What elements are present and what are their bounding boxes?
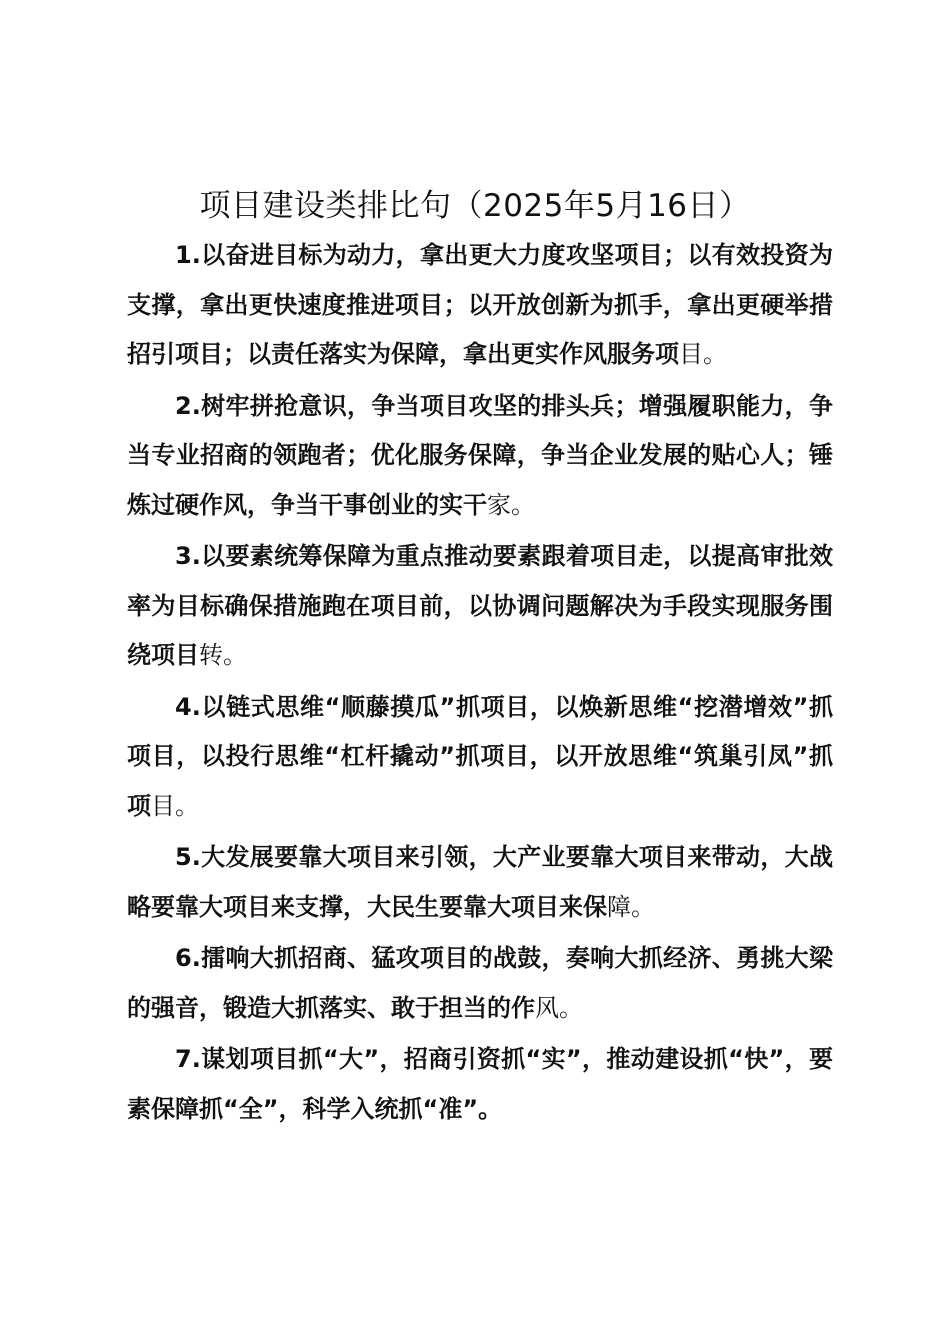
paragraph-text: 大发展要靠大项目来引领，大产业要靠大项目来带动，大战略要靠大项目来支撑，大民生要靠大项目来保 (127, 843, 833, 921)
paragraph-number: 7. (175, 1045, 201, 1073)
paragraph-number: 5. (175, 843, 201, 871)
paragraph-text: 擂响大抓招商、猛攻项目的战鼓，奏响大抓经济、勇挑大梁的强音，锻造大抓落实、敢于担当的作 (127, 944, 833, 1022)
paragraph-tail: 目。 (151, 791, 199, 820)
document-body (127, 231, 833, 1136)
paragraph-tail: 家。 (487, 490, 535, 519)
paragraph-tail: 障。 (607, 892, 655, 921)
paragraph-tail: 转。 (199, 641, 247, 669)
paragraph-3 (127, 532, 833, 681)
paragraph-6 (127, 934, 833, 1033)
paragraph-text: 谋划项目抓“大”，招商引资抓“实”，推动建设抓“快”，要素保障抓“全”，科学入统抓“准”。 (127, 1045, 833, 1123)
paragraph-4 (127, 683, 833, 832)
paragraph-number: 6. (175, 944, 201, 972)
paragraph-number: 2. (175, 391, 201, 420)
paragraph-number: 4. (175, 692, 201, 721)
paragraph-1 (127, 231, 833, 380)
paragraph-number: 1. (175, 241, 201, 269)
paragraph-7 (127, 1035, 833, 1134)
paragraph-tail: 目。 (679, 340, 727, 368)
paragraph-5 (127, 833, 833, 932)
paragraph-text: 以要素统筹保障为重点推动要素跟着项目走，以提高审批效率为目标确保措施跑在项目前，以协调问题解决为手段实现服务围绕项目 (127, 542, 833, 669)
paragraph-tail: 风。 (535, 993, 583, 1022)
paragraph-text: 树牢拼抢意识，争当项目攻坚的排头兵；增强履职能力，争当专业招商的领跑者；优化服务保障，争当企业发展的贴心人；锤炼过硬作风，争当干事创业的实干 (127, 391, 833, 519)
paragraph-text: 以链式思维“顺藤摸瓜”抓项目，以焕新思维“挖潜增效”抓项目，以投行思维“杠杆撬动”抓项目，以开放思维“筑巢引凤”抓项 (127, 692, 833, 820)
document-title: 项目建设类排比句（2025年5月16日） (199, 188, 751, 224)
paragraph-2 (127, 382, 833, 531)
paragraph-number: 3. (175, 542, 201, 570)
paragraph-text: 以奋进目标为动力，拿出更大力度攻坚项目；以有效投资为支撑，拿出更快速度推进项目；以开放创新为抓手，拿出更硬举措招引项目；以责任落实为保障，拿出更实作风服务项 (127, 241, 833, 368)
